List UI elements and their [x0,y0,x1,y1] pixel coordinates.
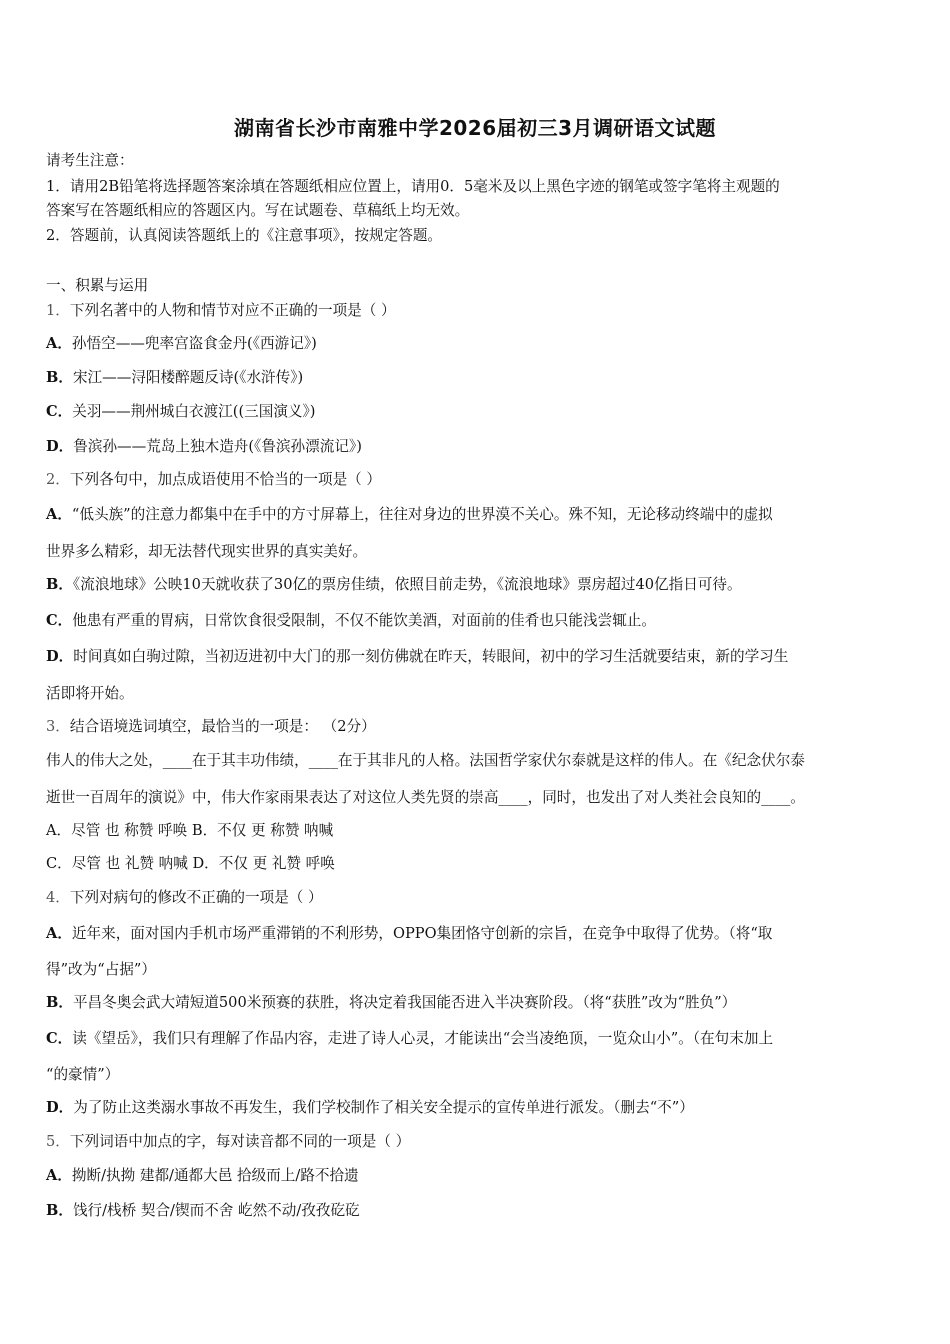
q1-option-c[interactable]: C．关羽——荆州城白衣渡江((三国演义》) [46,403,316,420]
q3-stem: 3．结合语境选词填空，最恰当的一项是： （2分） [46,718,376,735]
notice-heading: 请考生注意： [46,152,134,169]
q4-option-c-cont: “的豪情”） [46,1066,120,1083]
q5-option-b[interactable]: B．饯行/栈桥 契合/锲而不舍 屹然不动/孜孜矻矻 [46,1202,360,1219]
q3-number: 3． [46,718,70,735]
q5-option-a[interactable]: A．拗断/执拗 建都/通都大邑 拾级而上/路不拾遗 [46,1167,359,1184]
q3-options-row-2[interactable]: C．尽管 也 礼赞 呐喊 D．不仅 更 礼赞 呼唤 [46,855,335,872]
q2-option-a[interactable]: A．“低头族”的注意力都集中在手中的方寸屏幕上，往往对身边的世界漠不关心。殊不知，无论移动终端中的虚拟 [46,506,773,523]
notice-line-2: 答案写在答题纸相应的答题区内。写在试题卷、草稿纸上均无效。 [46,202,470,219]
q2-option-b[interactable]: B．《流浪地球》公映10天就收获了30亿的票房佳绩，依照目前走势，《流浪地球》票房超过40亿指日可待。 [46,576,742,593]
q2-option-c[interactable]: C．他患有严重的胃病，日常饮食很受限制，不仅不能饮美酒，对面前的佳肴也只能浅尝辄止。 [46,612,656,629]
q4-option-a[interactable]: A．近年来，面对国内手机市场严重滞销的不利形势，OPPO集团恪守创新的宗旨，在竞争中取得了优势。（将“取 [46,925,773,942]
section-heading: 一、积累与运用 [46,277,149,294]
q1-option-b[interactable]: B．宋江——浔阳楼醉题反诗(《水浒传》) [46,369,304,386]
q4-option-c[interactable]: C．读《望岳》，我们只有理解了作品内容，走进了诗人心灵，才能读出“会当凌绝顶，一览众山小”。（在句末加上 [46,1030,774,1047]
q2-stem: 2．下列各句中，加点成语使用不恰当的一项是（ ） [46,471,382,488]
page-title: 湖南省长沙市南雅中学2026届初三3月调研语文试题 [233,116,717,140]
q1-number: 1． [46,302,70,319]
q2-option-a-cont: 世界多么精彩，却无法替代现实世界的真实美好。 [46,543,368,560]
q2-option-d-cont: 活即将开始。 [46,685,134,702]
q4-option-d[interactable]: D．为了防止这类溺水事故不再发生，我们学校制作了相关安全提示的宣传单进行派发。（删去“不”） [46,1099,694,1116]
q2-option-d[interactable]: D．时间真如白驹过隙，当初迈进初中大门的那一刻仿佛就在昨天，转眼间，初中的学习生活就要结束，新的学习生 [46,648,789,665]
q3-passage-1: 伟人的伟大之处，____在于其丰功伟绩，____在于其非凡的人格。法国哲学家伏尔泰就是这样的伟人。在《纪念伏尔泰 [46,752,805,769]
notice-line-3: 2．答题前，认真阅读答题纸上的《注意事项》，按规定答题。 [46,227,443,244]
q4-stem: 4．下列对病句的修改不正确的一项是（ ） [46,889,323,906]
notice-line-1: 1．请用2B铅笔将选择题答案涂填在答题纸相应位置上，请用0．5毫米及以上黑色字迹的钢笔或签字笔将主观题的 [46,178,780,195]
q3-passage-2: 逝世一百周年的演说》中，伟大作家雨果表达了对这位人类先贤的崇高____，同时，也发出了对人类社会良知的____。 [46,789,805,806]
q4-option-b[interactable]: B．平昌冬奥会武大靖短道500米预赛的获胜，将决定着我国能否进入半决赛阶段。（将“获胜”改为“胜负”） [46,994,737,1011]
q5-number: 5． [46,1133,70,1150]
q3-options-row-1[interactable]: A．尽管 也 称赞 呼唤 B．不仅 更 称赞 呐喊 [46,822,334,839]
q5-stem: 5．下列词语中加点的字，每对读音都不同的一项是（ ） [46,1133,411,1150]
q1-stem: 1．下列名著中的人物和情节对应不正确的一项是（ ） [46,302,396,319]
q4-option-a-cont: 得”改为“占据”） [46,961,156,978]
q1-option-a[interactable]: A．孙悟空——兜率宫盗食金丹(《西游记》) [46,335,317,352]
q4-number: 4． [46,889,70,906]
q1-option-d[interactable]: D．鲁滨孙——荒岛上独木造舟(《鲁滨孙漂流记》) [46,438,362,455]
q2-number: 2． [46,471,70,488]
